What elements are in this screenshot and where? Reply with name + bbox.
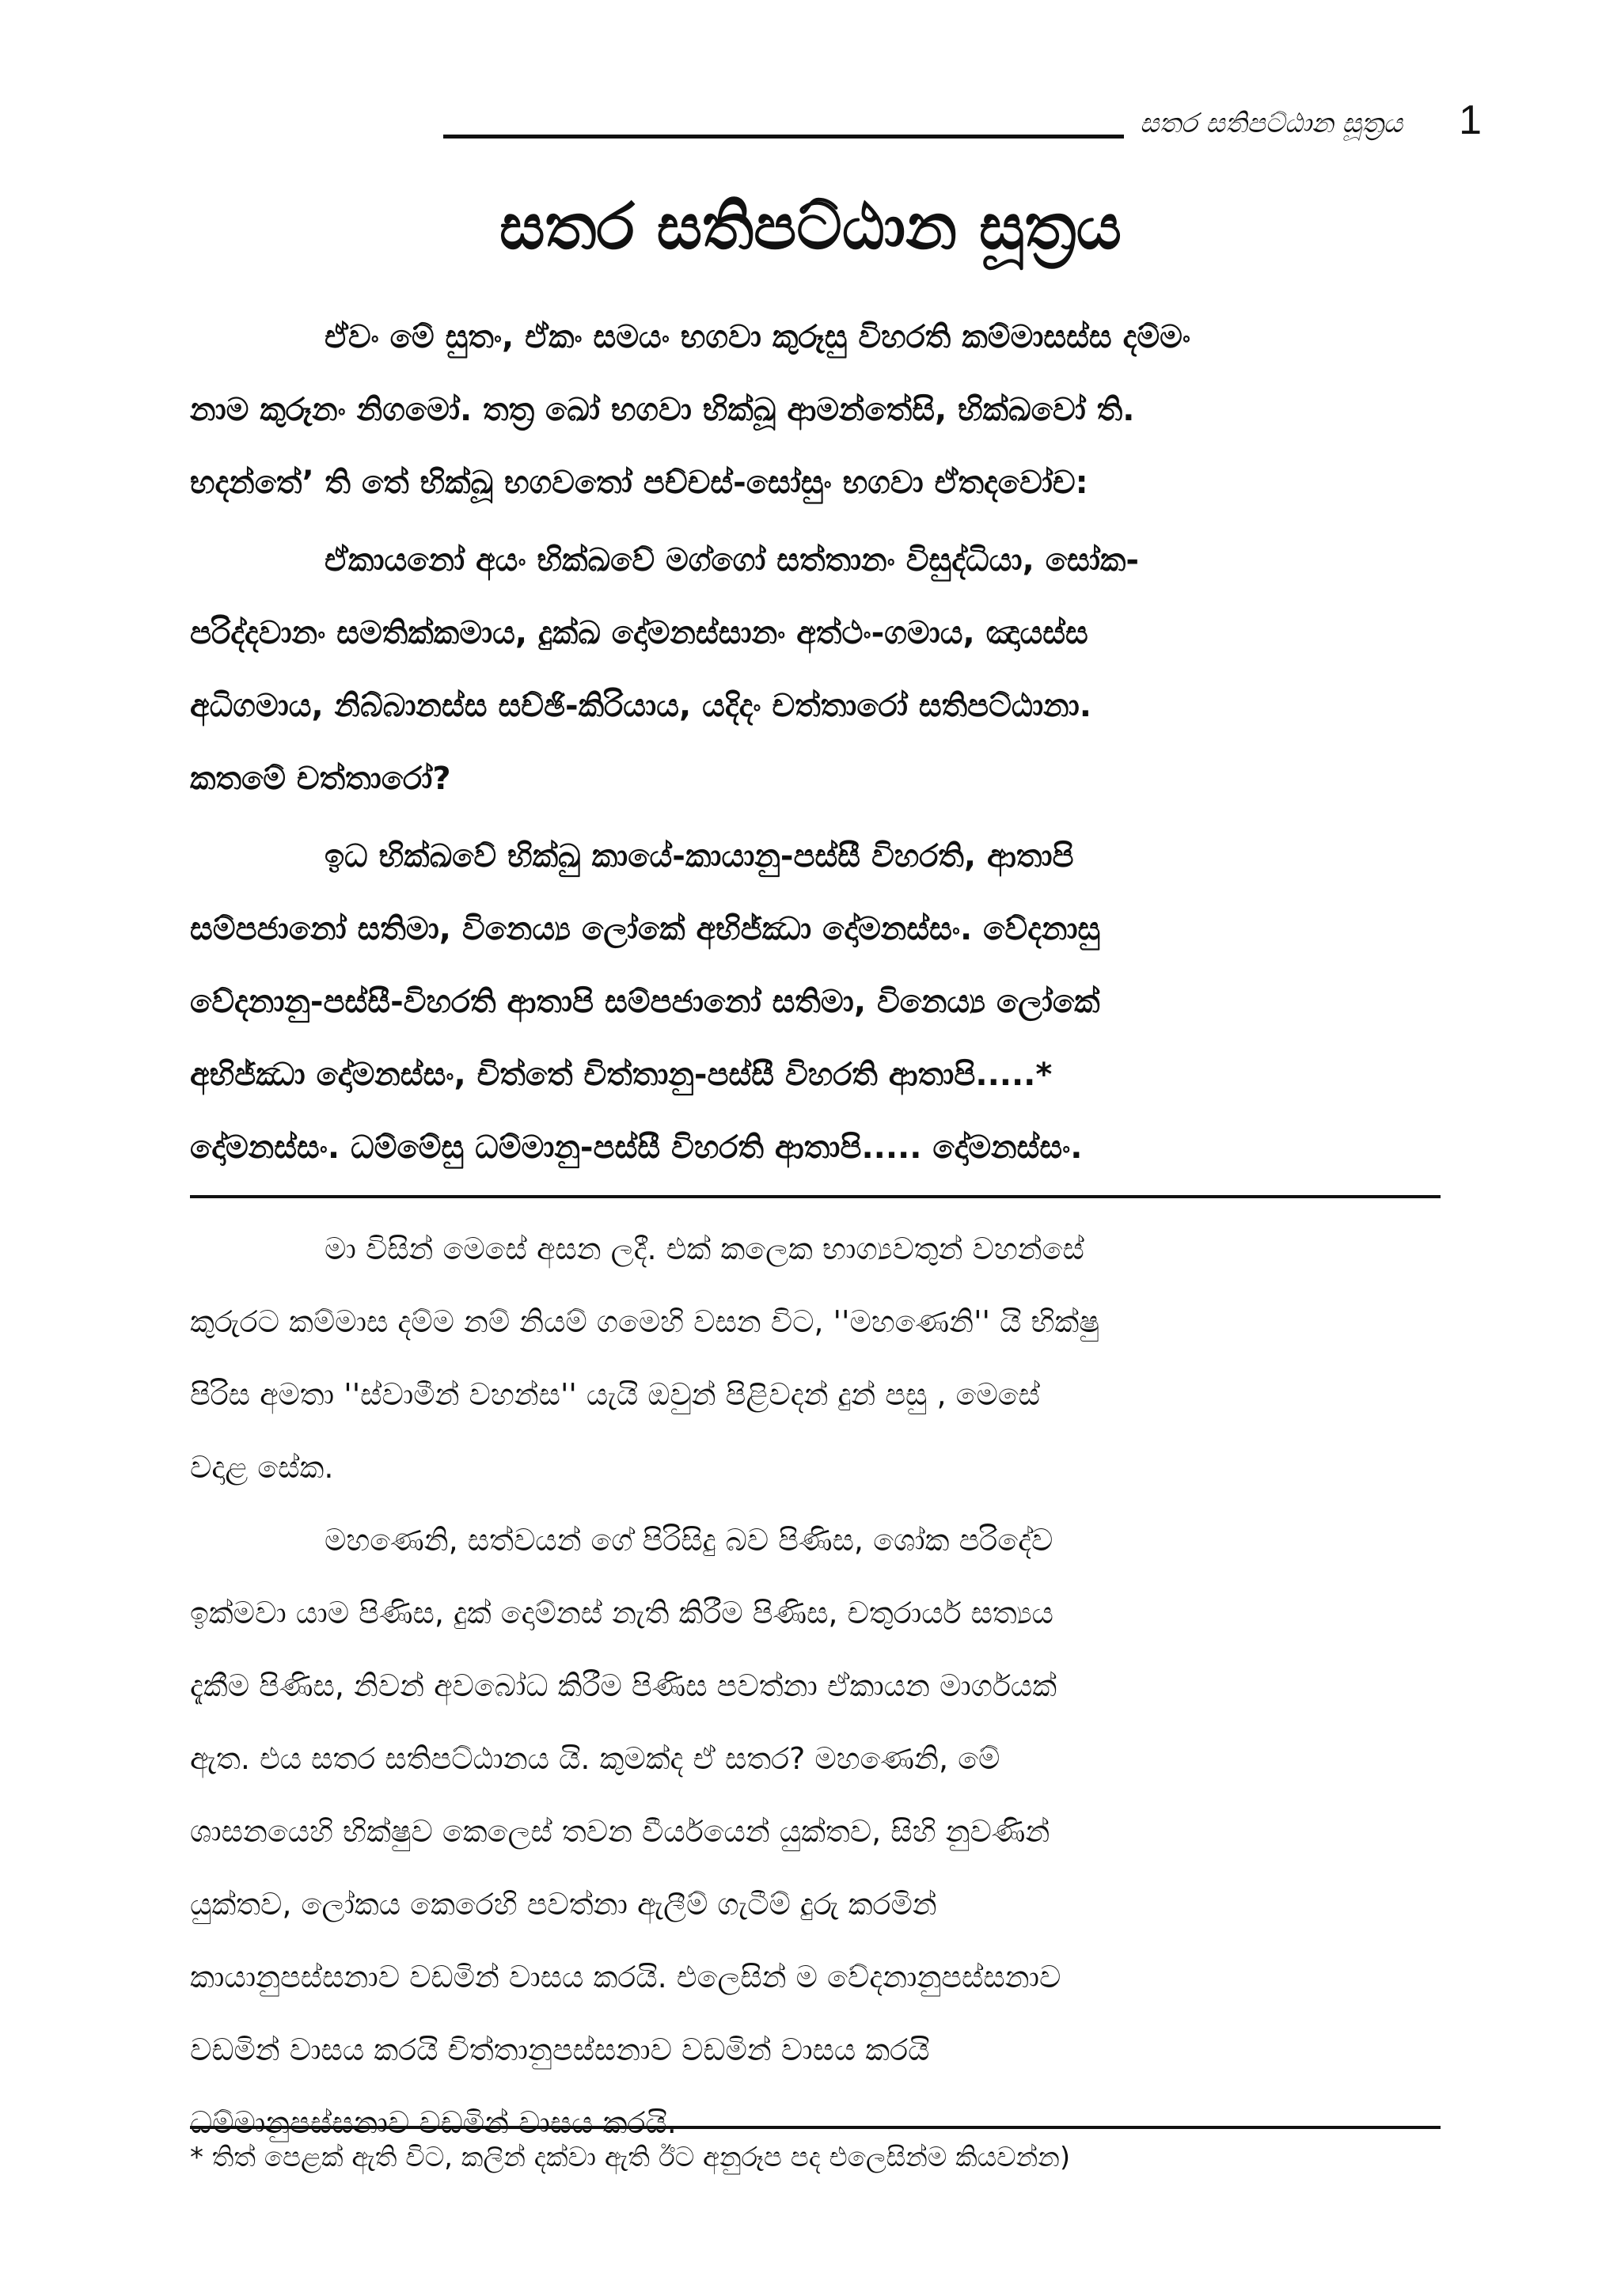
sinhala-line: මා විසින් මෙසේ අසන ලදී. එක් කලෙක භාග්‍යවතුන් වහන්සේ <box>325 1231 1084 1266</box>
pali-paragraph-2 <box>190 524 1441 815</box>
sinhala-paragraph-1 <box>190 1213 1441 1504</box>
pali-line: සම්පජානෝ සතිමා, විනෙය්‍ය ලෝකේ අභිජ්ඣා දෝමනස්සං. වේදනාසු <box>190 911 1101 947</box>
pali-paragraph-1 <box>190 301 1441 519</box>
sinhala-line: ඉක්මවා යාම පිණිස, දුක් දොම්නස් නැති කිරීම පිණිස, චතුරාර්ය සත්‍යය <box>190 1596 1053 1630</box>
pali-line: නාම කුරූනං නිගමෝ. තත්‍ර ඛෝ භගවා භික්ඛූ ආමන්තේසි, භික්ඛවෝ ති. <box>190 392 1135 428</box>
sinhala-line: යුක්තව, ලෝකය කෙරෙහි පවත්නා ඇලීම් ගැටීම් දුරු කරමින් <box>190 1887 937 1922</box>
sinhala-paragraph-2 <box>190 1504 1441 2159</box>
pali-line: වේදනානු-පස්සී-විහරති ආතාපි සම්පජානෝ සතිමා, විනෙය්‍ය ලෝකේ <box>190 984 1100 1020</box>
sinhala-line: වදාළ සේක. <box>190 1450 334 1485</box>
sinhala-translation <box>190 1213 1441 2159</box>
running-title: සතර සතිපට්ඨාන සූත්‍රය <box>1140 108 1403 139</box>
page-number: 1 <box>1459 97 1482 143</box>
sinhala-line: කායානුපස්සනාව වඩමින් වාසය කරයි. එලෙසින් ම වේදනානුපස්සනාව <box>190 1960 1061 1994</box>
footnote-divider <box>190 2126 1441 2129</box>
pali-line: අභිජ්ඣා දෝමනස්සං, චිත්තේ චිත්තානු-පස්සී විහරති ආතාපි.....* <box>190 1057 1053 1093</box>
pali-line: ඒකායනෝ අයං භික්ඛවේ මග්ගෝ සත්තානං විසුද්ධියා, සෝක- <box>325 542 1139 579</box>
pali-paragraph-3 <box>190 820 1441 1184</box>
pali-line: පරිද්දවානං සමතික්කමාය, දුක්ඛ දෝමනස්සානං අත්ථං-ගමාය, ඤායස්ස <box>190 615 1088 651</box>
pali-text <box>190 301 1441 1184</box>
header-rule <box>443 135 1124 139</box>
sinhala-line: ඇත. එය සතර සතිපට්ඨානය යි. කුමක්ද ඒ සතර? මහණෙනි, මේ <box>190 1741 1000 1776</box>
sinhala-line: කුරුරට කම්මාස දම්ම නම් නියම් ගමෙහි වසන විට, ''මහණෙනි'' යි භික්ෂු <box>190 1304 1099 1339</box>
footnote: * තිත් පෙළක් ඇති විට, කලින් දක්වා ඇති ඊට අනුරූප පද එලෙසින්ම කියවන්න) <box>190 2142 1071 2173</box>
pali-line: අධිගමාය, නිබ්බානස්ස සච්ඡි-කිරියාය, යදිදං චත්තාරෝ සතිපට්ඨානා. <box>190 688 1091 724</box>
pali-line: ඉධ භික්ඛවේ භික්ඛු කායේ-කායානු-පස්සී විහරති, ආතාපි <box>325 838 1074 875</box>
page-title: සතර සතිපට්ඨාන සූත්‍රය <box>499 190 1122 264</box>
sinhala-line: ශාසනයෙහි භික්ෂුව කෙලෙස් තවන වීර්යයෙන් යුක්තව, සිහි නුවණින් <box>190 1814 1050 1849</box>
sinhala-line: ධම්මානුපස්සනාව වඩමින් වාසය කරයි. <box>190 2105 677 2140</box>
section-divider <box>190 1195 1441 1198</box>
running-header <box>443 97 1488 157</box>
sinhala-line: වඩමින් වාසය කරයි චිත්තානුපස්සනාව වඩමින් වාසය කරයි <box>190 2032 930 2067</box>
pali-line: කතමේ චත්තාරෝ? <box>190 761 451 797</box>
pali-line: දෝමනස්සං. ධම්මේසු ධම්මානු-පස්සී විහරති ආතාපි..... දෝමනස්සං. <box>190 1129 1083 1166</box>
sinhala-line: මහණෙනි, සත්වයන් ගේ පිරිසිදු බව පිණිස, ශෝක පරිදේව <box>325 1523 1053 1558</box>
sinhala-line: පිරිස අමතා ''ස්වාමීන් වහන්ස'' යැයි ඔවුන් පිළිවදන් දුන් පසු , මෙසේ <box>190 1377 1041 1412</box>
pali-line: භදන්තේ’ ති තේ භික්ඛූ භගවතෝ පච්චස්-සෝසුං භගවා ඒතදවෝච: <box>190 465 1088 501</box>
sinhala-line: දැකීම පිණිස, නිවන් අවබෝධ කිරීම පිණිස පවත්නා ඒකායන මාර්ගයක් <box>190 1668 1057 1703</box>
pali-line: ඒවං මේ සුතං, ඒකං සමයං භගවා කුරූසු විහරති කම්මාසස්ස දම්මං <box>325 319 1191 355</box>
